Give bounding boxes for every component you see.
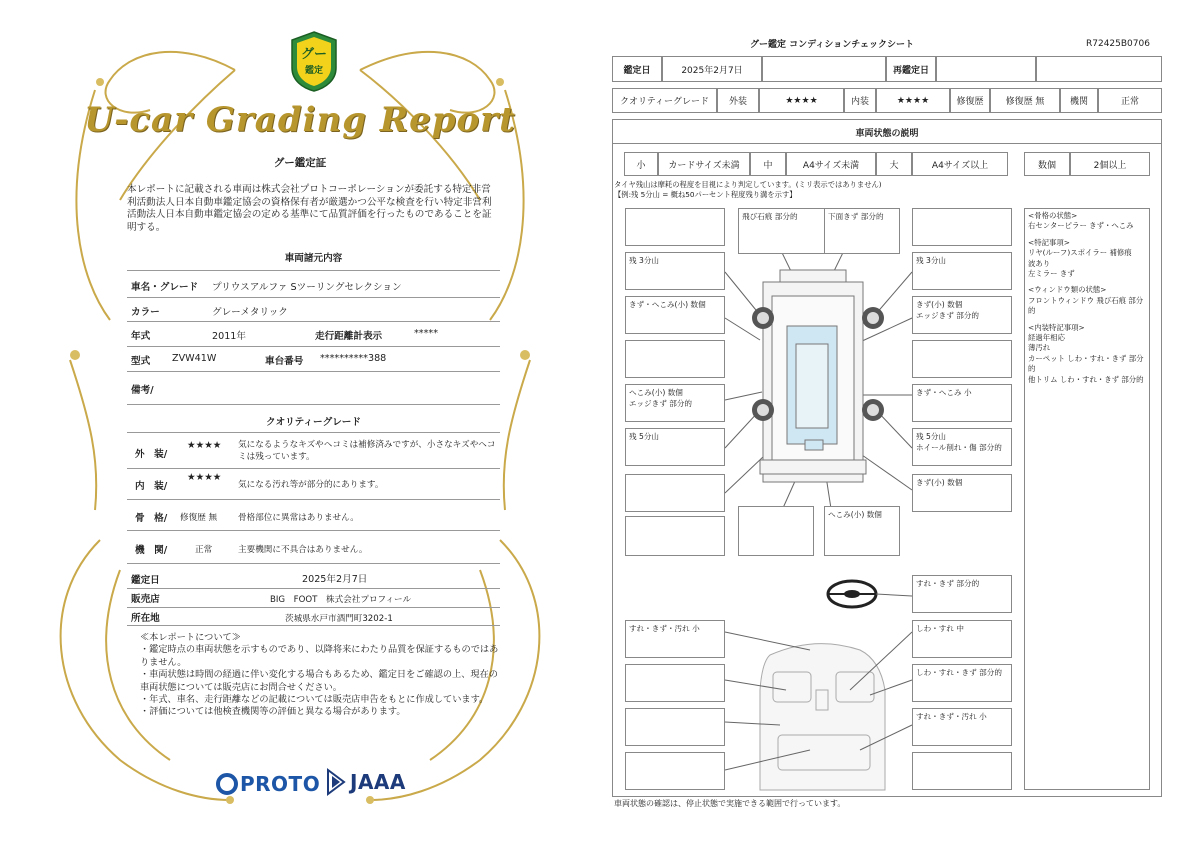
underbody-note: 下面きず 部分的 [824, 208, 900, 254]
blank-box [912, 340, 1012, 378]
engine-label: 機 関/ [135, 545, 168, 556]
repair-label: 修復歴 [950, 88, 990, 113]
mileage-value: ***** [414, 328, 438, 339]
tire-note: タイヤ残山は摩耗の程度を目視により判定しています。(ミリ表示ではありません) [614, 180, 882, 189]
note-line: 経過年相応 [1028, 333, 1065, 343]
notes-heading: ≪本レポートについて≫ [140, 632, 241, 643]
interior-grade: ★★★★ [187, 472, 222, 483]
size-medium-desc: A4サイズ未満 [786, 152, 876, 176]
divider [127, 530, 500, 531]
chassis-label: 車台番号 [265, 356, 304, 367]
sheet-footer: 車両状態の確認は、停止状態で実施できる範囲で行っています。 [614, 799, 846, 808]
divider [127, 607, 500, 608]
size-medium: 中 [750, 152, 786, 176]
model-value: ZVW41W [172, 353, 217, 364]
svg-text:鑑定: 鑑定 [304, 66, 324, 76]
certificate-subtitle: グー鑑定証 [273, 157, 327, 169]
note-item: ・評価については他検査機関等の評価と異なる場合があります。 [140, 706, 406, 718]
date-value: 2025年2月7日 [662, 56, 762, 82]
ext-label: 外装 [717, 88, 759, 113]
engine-label: 機関 [1060, 88, 1098, 113]
note-line: 波あり [1028, 258, 1051, 268]
right-rear-tire-note: 残 5分山 ホイール削れ・傷 部分的 [912, 428, 1012, 466]
note-line: 薄汚れ [1028, 343, 1051, 353]
left-side-dent-note: へこみ(小) 数個 エッジきず 部分的 [625, 384, 725, 422]
divider [127, 371, 500, 372]
specs-heading: 車両諸元内容 [284, 253, 343, 264]
ext-value: ★★★★ [759, 88, 844, 113]
left-rear-tire-note: 残 5分山 [625, 428, 725, 466]
divider [127, 270, 500, 271]
name-label: 車名・グレード [131, 282, 199, 293]
engine-comment: 主要機関に不具合はありません。 [238, 545, 368, 555]
note-line: カーペット しわ・すれ・きず 部分的 [1028, 353, 1144, 374]
note-item: ・年式、車名、走行距離などの記載については販売店申告をもとに作成しています。 [140, 694, 489, 706]
year-value: 2011年 [212, 331, 247, 342]
inspection-date-value: 2025年2月7日 [302, 574, 368, 585]
proto-logo-icon [216, 772, 238, 796]
divider [127, 499, 500, 500]
blank-box [625, 474, 725, 512]
location-label: 所在地 [131, 613, 160, 624]
svg-text:グー: グー [300, 47, 328, 62]
blank-box [625, 708, 725, 746]
rear-dent-note: へこみ(小) 数個 [824, 506, 900, 556]
color-value: グレーメタリック [212, 307, 288, 318]
condition-heading: 車両状態の説明 [855, 129, 919, 139]
blank-box [625, 208, 725, 246]
dealer-value: BIG FOOT 株式会社プロフィール [270, 595, 412, 605]
blank-box [912, 208, 1012, 246]
right-rear-damage-note: きず(小) 数個 [912, 474, 1012, 512]
divider [127, 625, 500, 626]
report-title: U-car Grading Report [84, 100, 516, 140]
interior-label: 内 装/ [135, 481, 168, 492]
blank-box [738, 506, 814, 556]
divider [127, 468, 500, 469]
right-seat-note: しわ・すれ 中 [912, 620, 1012, 658]
engine-value: 正常 [1098, 88, 1162, 113]
date-label: 鑑定日 [612, 56, 662, 82]
grade-label: クオリティーグレード [612, 88, 717, 113]
frame-grade: 修復歴 無 [180, 513, 218, 523]
right-front-tire-note: 残 3分山 [912, 252, 1012, 290]
size-large: 大 [876, 152, 912, 176]
redate-label: 再鑑定日 [886, 56, 936, 82]
blank-box [625, 664, 725, 702]
divider [127, 432, 500, 433]
divider [127, 346, 500, 347]
dealer-label: 販売店 [131, 594, 160, 605]
note-line: 右センターピラー きず・へこみ [1028, 221, 1134, 231]
certificate-statement: 本レポートに記載される車両は株式会社プロトコーポレーションが委託する特定非営利活動法人日本自動車鑑定協会の資格保有者が厳選かつ公平な検査を行い特定非営利活動法人日本自動車鑑定協会の定める基準にて品質評価を行ったものであることを証明する。 [127, 184, 492, 233]
jaaa-logo: JAAA [350, 770, 406, 794]
quality-heading: クオリティーグレード [266, 417, 361, 428]
tire-example: 【例:残 5分山 = 概ね50パーセント程度残り溝を示す】 [614, 190, 797, 199]
blank-box [625, 752, 725, 790]
divider [127, 297, 500, 298]
mileage-label: 走行距離計表示 [315, 331, 383, 342]
int-value: ★★★★ [876, 88, 950, 113]
front-seat-note: すれ・きず・汚れ 小 [625, 620, 725, 658]
note-line: フロントウィンドウ 飛び石痕 部分的 [1028, 295, 1144, 316]
rear-seat-note: すれ・きず・汚れ 小 [912, 708, 1012, 746]
right-side-dent-note: きず・へこみ 小 [912, 384, 1012, 422]
sheet-title: グー鑑定 コンディションチェックシート [750, 40, 914, 50]
frame-label: 骨 格/ [135, 513, 168, 524]
note-line: <特記事項> [1028, 237, 1070, 247]
condition-check-sheet [600, 0, 1200, 848]
blank-box [912, 752, 1012, 790]
steering-note: すれ・きず 部分的 [912, 575, 1012, 613]
remarks-label: 備考/ [131, 385, 154, 396]
divider [127, 563, 500, 564]
inspection-date-label: 鑑定日 [131, 575, 160, 586]
chassis-value: **********388 [320, 353, 387, 364]
left-front-tire-note: 残 3分山 [625, 252, 725, 290]
windshield-note: 飛び石痕 部分的 [738, 208, 825, 254]
note-line: <内装特記事項> [1028, 322, 1085, 332]
count-label: 数個 [1024, 152, 1070, 176]
engine-grade: 正常 [195, 545, 213, 555]
count-desc: 2個以上 [1070, 152, 1150, 176]
note-line: <骨格の状態> [1028, 211, 1078, 220]
frame-comment: 骨格部位に異常はありません。 [238, 513, 359, 523]
model-label: 型式 [131, 356, 151, 367]
blank-box [625, 516, 725, 556]
exterior-label: 外 装/ [135, 449, 168, 460]
color-label: カラー [131, 307, 160, 318]
note-line: 左ミラー きず [1028, 269, 1075, 279]
note-line: <ウィンドウ類の状態> [1028, 285, 1107, 295]
name-value: プリウスアルファ Sツーリングセレクション [212, 282, 402, 293]
goo-kantei-badge-icon [288, 30, 340, 92]
exterior-comment: 気になるようなキズやヘコミは補修済みですが、小さなキズやヘコミは残っています。 [238, 440, 496, 462]
special-notes-panel [1024, 208, 1150, 790]
blank-box [625, 340, 725, 378]
left-front-damage-note: きず・へこみ(小) 数個 [625, 296, 725, 334]
divider [127, 404, 500, 405]
repair-value: 修復歴 無 [990, 88, 1060, 113]
jaaa-logo-icon [326, 768, 346, 796]
divider [127, 321, 500, 322]
interior-comment: 気になる汚れ等が部分的にあります。 [238, 480, 384, 490]
int-label: 内装 [844, 88, 876, 113]
carpet-note: しわ・すれ・きず 部分的 [912, 664, 1012, 702]
note-line: リヤ(ルーフ)スポイラー 補修痕 [1028, 248, 1132, 258]
size-large-desc: A4サイズ以上 [912, 152, 1008, 176]
note-item: ・車両状態は時間の経過に伴い変化する場合もあるため、鑑定日をご確認の上、現在の車両状態については販売店にお問合せください。 [140, 669, 498, 693]
right-front-damage-note: きず(小) 数個 エッジきず 部分的 [912, 296, 1012, 334]
divider [127, 588, 500, 589]
note-line: 他トリム しわ・すれ・きず 部分的 [1028, 374, 1144, 384]
report-notes [140, 632, 500, 719]
location-value: 茨城県水戸市酒門町3202-1 [285, 614, 393, 624]
size-small: 小 [624, 152, 658, 176]
size-small-desc: カードサイズ未満 [658, 152, 750, 176]
exterior-grade: ★★★★ [187, 440, 222, 451]
sheet-id: R72425B0706 [1086, 39, 1150, 49]
proto-logo: PROTO [240, 772, 321, 796]
note-item: ・鑑定時点の車両状態を示すものであり、以降将来にわたり品質を保証するものではありません。 [140, 644, 499, 668]
year-label: 年式 [131, 331, 151, 342]
